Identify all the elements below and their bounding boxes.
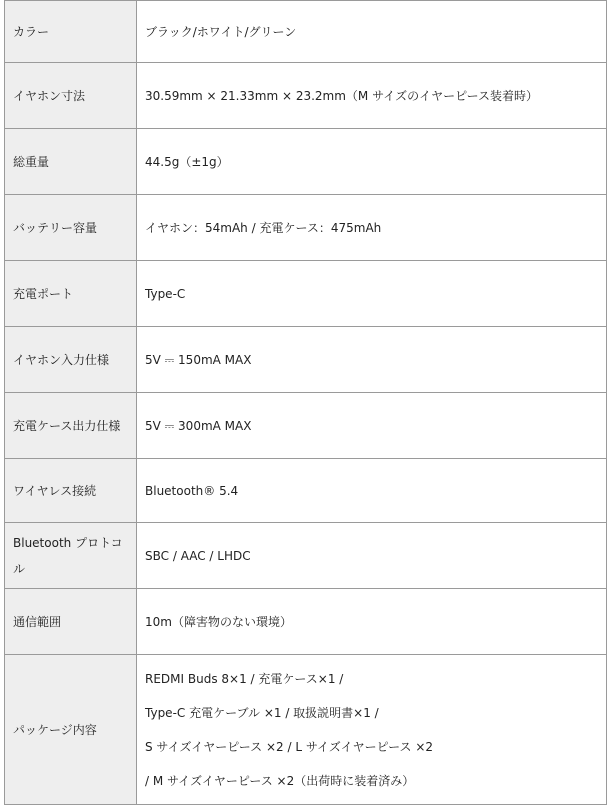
spec-label: イヤホン寸法 — [5, 63, 137, 129]
spec-row-battery — [5, 195, 607, 261]
spec-value: イヤホン：54mAh / 充電ケース：475mAh — [137, 195, 607, 261]
spec-row-color — [5, 1, 607, 63]
spec-row-package — [5, 655, 607, 805]
spec-label: パッケージ内容 — [5, 655, 137, 805]
spec-row-port — [5, 261, 607, 327]
spec-label: イヤホン入力仕様 — [5, 327, 137, 393]
spec-row-range — [5, 589, 607, 655]
spec-label: バッテリー容量 — [5, 195, 137, 261]
spec-label: 通信範囲 — [5, 589, 137, 655]
spec-row-wireless — [5, 459, 607, 523]
spec-value: 10m（障害物のない環境） — [137, 589, 607, 655]
spec-value: 5V ⎓ 150mA MAX — [137, 327, 607, 393]
spec-label: 充電ポート — [5, 261, 137, 327]
spec-row-case-output — [5, 393, 607, 459]
spec-value: 30.59mm × 21.33mm × 23.2mm（M サイズのイヤーピース装着時） — [137, 63, 607, 129]
spec-row-weight — [5, 129, 607, 195]
spec-value: REDMI Buds 8×1 / 充電ケース×1 / Type-C 充電ケーブル ×1 / 取扱説明書×1 / S サイズイヤーピース ×2 / L サイズイヤーピース ×2 / M サイズイヤーピース ×2（出荷時に装着済み） — [137, 655, 607, 805]
spec-label: ワイヤレス接続 — [5, 459, 137, 523]
spec-label: 総重量 — [5, 129, 137, 195]
spec-row-earphone-input — [5, 327, 607, 393]
spec-value: 5V ⎓ 300mA MAX — [137, 393, 607, 459]
spec-value: ブラック/ホワイト/グリーン — [137, 1, 607, 63]
spec-label: 充電ケース出力仕様 — [5, 393, 137, 459]
spec-value: 44.5g（±1g） — [137, 129, 607, 195]
spec-label: カラー — [5, 1, 137, 63]
spec-value: SBC / AAC / LHDC — [137, 523, 607, 589]
spec-value: Bluetooth® 5.4 — [137, 459, 607, 523]
spec-value: Type-C — [137, 261, 607, 327]
spec-table — [4, 0, 607, 805]
spec-row-protocol — [5, 523, 607, 589]
spec-label: Bluetooth プロトコル — [5, 523, 137, 589]
spec-row-dimensions — [5, 63, 607, 129]
